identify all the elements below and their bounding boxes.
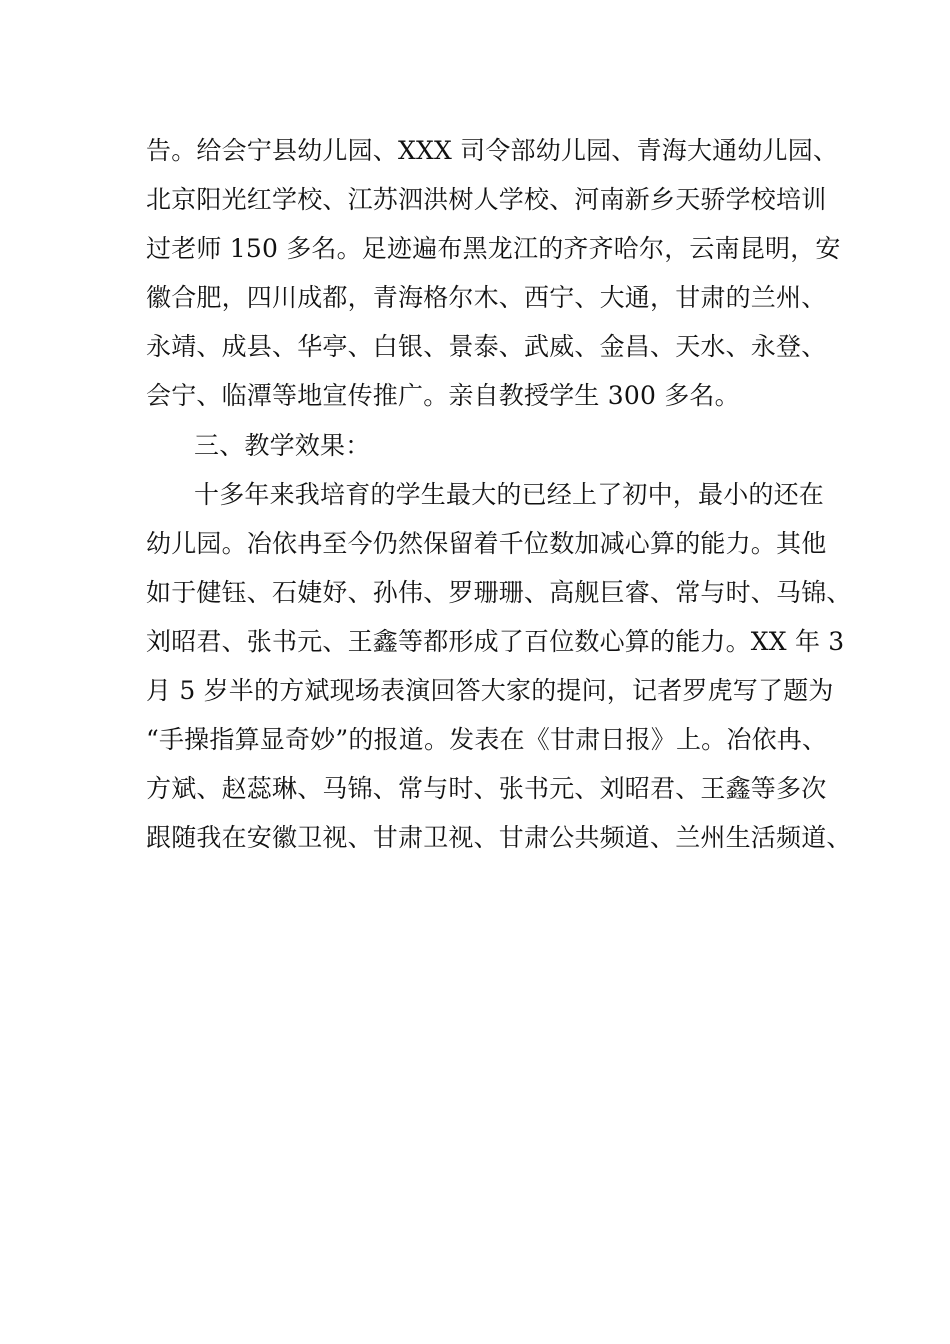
text-line: 方斌、赵蕊琳、马锦、常与时、张书元、刘昭君、王鑫等多次 <box>146 774 827 804</box>
section-heading: 三、教学效果： <box>194 430 371 460</box>
text-line: 徽合肥，四川成都，青海格尔木、西宁、大通，甘肃的兰州、 <box>146 283 827 313</box>
text-line: 过老师 150 多名。足迹遍布黑龙江的齐齐哈尔，云南昆明，安 <box>146 234 841 264</box>
text-line: 月 5 岁半的方斌现场表演回答大家的提问，记者罗虎写了题为 <box>146 676 834 706</box>
text-line: 告。给会宁县幼儿园、XXX 司令部幼儿园、青海大通幼儿园、 <box>146 136 839 165</box>
text-line: 北京阳光红学校、江苏泗洪树人学校、河南新乡天骄学校培训 <box>146 185 827 215</box>
text-line: 幼儿园。冶依冉至今仍然保留着千位数加减心算的能力。其他 <box>146 528 827 558</box>
text-line: 刘昭君、张书元、王鑫等都形成了百位数心算的能力。XX 年 3 <box>146 626 845 656</box>
text-line: 会宁、临潭等地宣传推广。亲自教授学生 300 多名。 <box>146 381 740 411</box>
paragraph-first-line: 十多年来我培育的学生最大的已经上了初中，最小的还在 <box>194 479 825 509</box>
text-line: 永靖、成县、华亭、白银、景泰、武威、金昌、天水、永登、 <box>146 332 827 362</box>
text-line: 跟随我在安徽卫视、甘肃卫视、甘肃公共频道、兰州生活频道、 <box>146 823 852 853</box>
text-line: 如于健钰、石婕妤、孙伟、罗珊珊、高舰巨睿、常与时、马锦、 <box>146 577 852 607</box>
body-text <box>146 126 852 862</box>
text-line: “手操指算显奇妙”的报道。发表在《甘肃日报》上。冶依冉、 <box>146 725 828 755</box>
